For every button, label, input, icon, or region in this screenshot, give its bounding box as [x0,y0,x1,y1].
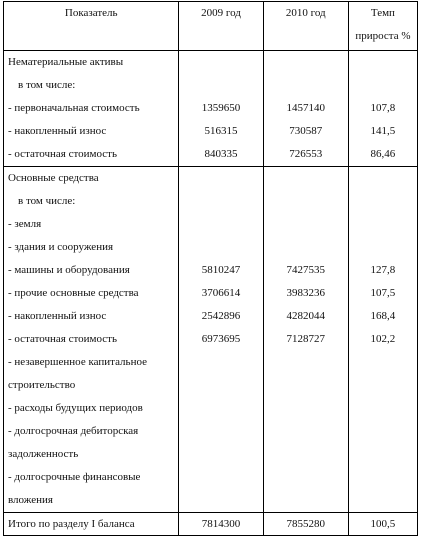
row-value-v2009 [179,466,262,489]
total-2010-value: 7855280 [286,518,325,530]
row-value-growth: 102,2 [370,333,396,345]
row-value-v2009: 6973695 [201,333,241,345]
section-fixed-assets [4,167,418,513]
header-indicator: Показатель [4,2,179,51]
total-2010-cell [263,513,348,536]
total-growth-value: 100,5 [370,518,396,530]
row-value-v2010 [264,489,348,512]
row-value-v2009: 840335 [204,148,238,160]
row-value-growth [349,420,417,443]
total-row [4,513,418,536]
total-label: Итого по разделу I баланса [8,518,135,530]
row-value-growth [349,466,417,489]
section1-subtitle: в том числе: [18,79,76,91]
row-value-growth: 168,4 [370,310,396,322]
section1-growth-cell [348,51,417,167]
row-label: - прочие основные средства [8,287,139,299]
total-growth-cell [348,513,417,536]
row-value-growth: 141,5 [370,125,396,137]
row-value-growth [349,236,417,259]
row-label: - остаточная стоимость [8,148,117,160]
row-value-v2009: 516315 [204,125,238,137]
row-value-growth [349,213,417,236]
row-value-v2009 [179,236,262,259]
section2-growth-cell [348,167,417,513]
row-value-v2010 [264,443,348,466]
row-label: задолженность [8,448,79,460]
row-label: - здания и сооружения [8,241,114,253]
row-value-growth [349,443,417,466]
header-2009: 2009 год [179,2,263,51]
row-value-growth: 86,46 [370,148,396,160]
row-label: - машины и оборудования [8,264,130,276]
row-label: - долгосрочные финансовые [8,471,141,483]
row-label: - долгосрочная дебиторская [8,425,139,437]
row-value-v2009: 3706614 [201,287,241,299]
row-label: вложения [8,494,53,506]
header-2010: 2010 год [263,2,348,51]
section2-subtitle: в том числе: [18,195,76,207]
row-value-v2010: 7128727 [286,333,325,345]
row-value-v2010 [264,351,348,374]
row-label: - незавершенное капитальное [8,356,147,368]
row-label: - первоначальная стоимость [8,102,140,114]
row-value-growth [349,489,417,512]
total-2009-cell [179,513,263,536]
row-value-v2010 [264,213,348,236]
section-intangible-assets [4,51,418,167]
section1-2009-cell [179,51,263,167]
row-value-v2009 [179,374,262,397]
row-value-v2010: 7427535 [286,264,325,276]
row-value-v2009 [179,420,262,443]
row-value-v2009 [179,489,262,512]
section2-labels-cell [4,167,179,513]
header-growth-line2: прироста % [355,30,411,42]
section2-title: Основные средства [8,172,99,184]
row-label: строительство [8,379,76,391]
row-value-v2010: 730587 [289,125,323,137]
row-value-v2009: 5810247 [201,264,241,276]
row-value-v2010: 726553 [289,148,323,160]
row-value-growth: 107,5 [370,287,396,299]
row-value-growth [349,374,417,397]
section2-2010-cell [263,167,348,513]
table-header-row [4,2,418,51]
row-value-v2010: 1457140 [286,102,325,114]
total-2009-value: 7814300 [201,518,241,530]
row-value-v2009: 2542896 [201,310,241,322]
row-value-v2009 [179,397,262,420]
row-value-v2010: 4282044 [286,310,325,322]
row-value-v2010 [264,397,348,420]
row-value-v2009 [179,443,262,466]
row-value-v2010: 3983236 [286,287,325,299]
row-label: - накопленный износ [8,125,107,137]
header-growth [348,2,417,51]
row-value-growth [349,351,417,374]
row-value-v2010 [264,374,348,397]
total-label-cell [4,513,179,536]
balance-table-document [3,1,418,536]
row-value-v2010 [264,420,348,443]
row-value-v2009 [179,351,262,374]
header-growth-line1: Темп [370,7,395,19]
row-value-v2009: 1359650 [201,102,241,114]
row-value-growth [349,397,417,420]
row-value-growth: 107,8 [370,102,396,114]
row-value-v2009 [179,213,262,236]
balance-table [3,1,418,536]
section1-title: Нематериальные активы [8,56,124,68]
row-value-growth: 127,8 [370,264,396,276]
row-label: - накопленный износ [8,310,107,322]
section2-2009-cell [179,167,263,513]
row-value-v2010 [264,466,348,489]
section1-2010-cell [263,51,348,167]
row-label: - остаточная стоимость [8,333,117,345]
row-label: - расходы будущих периодов [8,402,143,414]
row-label: - земля [8,218,42,230]
row-value-v2010 [264,236,348,259]
section1-labels-cell [4,51,179,167]
